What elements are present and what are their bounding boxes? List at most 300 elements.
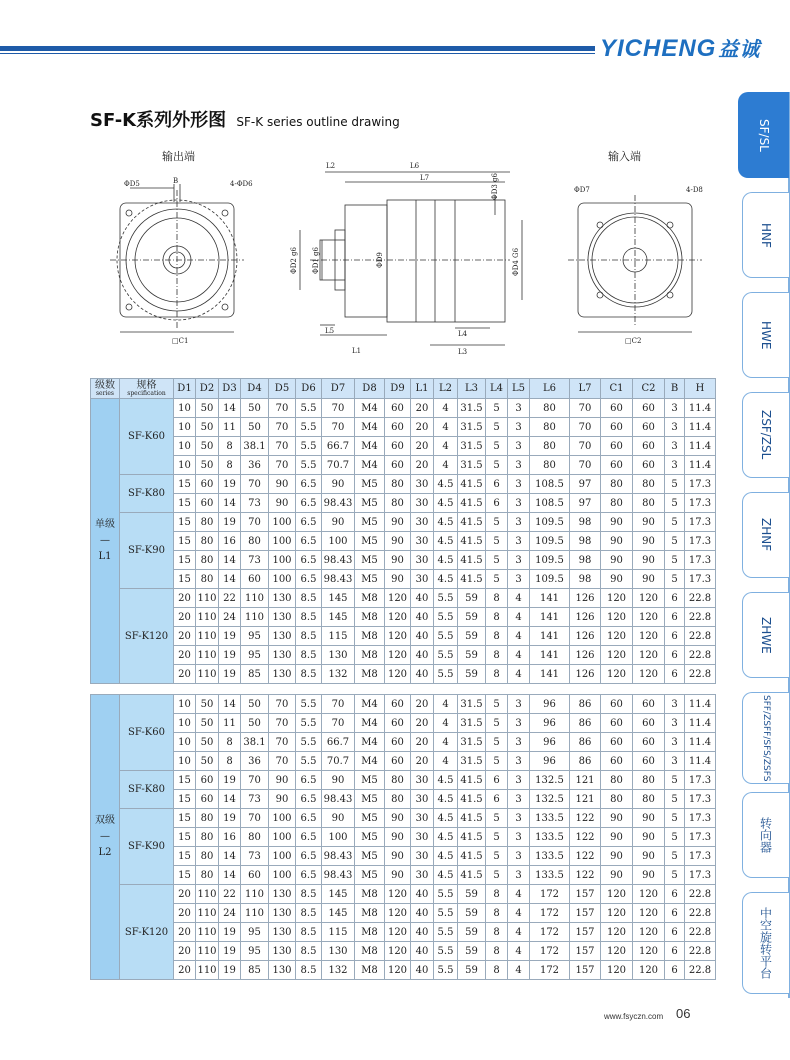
table-cell: 17.3 [685,809,716,828]
table-cell: 8 [219,437,241,456]
table-cell: M4 [355,399,385,418]
table-row [91,418,716,437]
table-cell: 60 [196,494,219,513]
table-cell: 4.5 [434,570,458,589]
table-cell: 19 [219,665,241,684]
table-cell: 10 [174,695,196,714]
table-cell: 98 [570,532,601,551]
table-cell: M8 [355,627,385,646]
table-cell: 19 [219,627,241,646]
table-cell: 50 [196,733,219,752]
table-cell: 16 [219,828,241,847]
table-cell: 133.5 [530,866,570,885]
svg-text:L1: L1 [352,347,362,355]
header-cell: D2 [196,379,219,399]
table-cell: 90 [322,513,355,532]
header-cell: D6 [296,379,322,399]
table-cell: 5 [486,866,508,885]
header-cell: D3 [219,379,241,399]
table-cell: M5 [355,551,385,570]
table-cell: 8.5 [296,942,322,961]
table-cell: 100 [269,828,296,847]
table-cell: 60 [633,399,665,418]
table-cell: 90 [633,866,665,885]
table-cell: 6 [665,885,685,904]
table-cell: 80 [530,437,570,456]
table-cell: 8.5 [296,885,322,904]
table-cell: 17.3 [685,771,716,790]
table-cell: 8 [486,589,508,608]
table-cell: 31.5 [458,399,486,418]
table-cell: 19 [219,809,241,828]
table-cell: 4 [434,752,458,771]
table-cell: 41.5 [458,513,486,532]
table-cell: 6.5 [296,494,322,513]
table-cell: 70 [241,771,269,790]
table-cell: 130 [322,942,355,961]
table-cell: 97 [570,494,601,513]
table-row [91,475,716,494]
table-cell: 30 [411,809,434,828]
table-cell: 120 [633,904,665,923]
table-cell: 90 [633,809,665,828]
table-cell: M8 [355,942,385,961]
table-cell: 19 [219,923,241,942]
table-cell: 11.4 [685,714,716,733]
table-cell: 59 [458,665,486,684]
table-cell: 50 [196,399,219,418]
table-cell: 120 [385,942,411,961]
table-cell: 11 [219,714,241,733]
table-row [91,771,716,790]
table-cell: 73 [241,551,269,570]
table-cell: 6 [665,904,685,923]
table-cell: 90 [601,570,633,589]
header-cell: B [665,379,685,399]
table-cell: 97 [570,475,601,494]
header-cell: L2 [434,379,458,399]
table-cell: 60 [241,570,269,589]
table-cell: 121 [570,771,601,790]
table-cell: 19 [219,475,241,494]
table-cell: 5 [665,570,685,589]
table-cell: 109.5 [530,551,570,570]
svg-text:ΦD2 g6: ΦD2 g6 [290,247,298,274]
table-cell: 60 [196,790,219,809]
table-row [91,665,716,684]
table-cell: 3 [508,437,530,456]
table-cell: 60 [385,695,411,714]
table-cell: 40 [411,942,434,961]
table-cell: 10 [174,714,196,733]
table-cell: M5 [355,790,385,809]
sidebar-tab-hollow-rotary[interactable]: 中空旋转平台 [742,892,789,994]
table-cell: 145 [322,608,355,627]
table-cell: 5.5 [434,961,458,980]
table-cell: 98 [570,513,601,532]
table-cell: 30 [411,866,434,885]
table-cell: 5 [486,828,508,847]
table-cell: 60 [633,733,665,752]
table-cell: 90 [269,494,296,513]
table-cell: 5.5 [434,904,458,923]
table-cell: 80 [196,847,219,866]
table-cell: 6 [665,589,685,608]
table-cell: 8.5 [296,665,322,684]
table-cell: 120 [385,961,411,980]
table-cell: 4 [434,733,458,752]
table-cell: 16 [219,532,241,551]
table-cell: 80 [196,828,219,847]
table-cell: 36 [241,752,269,771]
table-cell: 60 [633,456,665,475]
table-cell: 50 [196,437,219,456]
table-cell: 6.5 [296,570,322,589]
table-cell: 73 [241,790,269,809]
table-cell: 5 [665,809,685,828]
sidebar-tab-sf-sl[interactable]: SF/SL [738,92,789,178]
table-cell: 59 [458,961,486,980]
table-cell: 80 [196,513,219,532]
table-cell: 40 [411,589,434,608]
table-cell: 120 [601,942,633,961]
table-cell: 120 [633,608,665,627]
table-cell: 70 [570,456,601,475]
table-cell: 40 [411,646,434,665]
spec-table [90,378,716,980]
table-cell: 30 [411,532,434,551]
table-cell: 5.5 [296,399,322,418]
table-cell: 98.43 [322,790,355,809]
table-cell: 130 [269,589,296,608]
table-cell: 15 [174,570,196,589]
table-cell: 110 [241,589,269,608]
sidebar-tab-hnf[interactable]: HNF [742,192,789,278]
table-cell: 70 [241,513,269,532]
table-cell: 5 [486,570,508,589]
table-cell: 70 [269,456,296,475]
table-cell: 98 [570,570,601,589]
table-cell: 3 [508,790,530,809]
table-cell: 5.5 [296,418,322,437]
table-cell: M4 [355,456,385,475]
table-cell: 100 [269,570,296,589]
table-cell: 5 [486,532,508,551]
table-cell: 38.1 [241,437,269,456]
table-cell: 59 [458,904,486,923]
table-cell: 22.8 [685,904,716,923]
table-cell: 126 [570,646,601,665]
table-cell: 11.4 [685,695,716,714]
table-cell: 90 [633,570,665,589]
table-cell: 172 [530,904,570,923]
spec-name-cell: SF-K90 [120,513,174,589]
table-cell: 30 [411,513,434,532]
table-cell: 120 [385,665,411,684]
table-cell: 15 [174,809,196,828]
table-cell: 14 [219,790,241,809]
table-cell: 70 [241,809,269,828]
table-cell: 40 [411,627,434,646]
table-cell: 59 [458,885,486,904]
table-cell: 110 [196,904,219,923]
table-cell: 157 [570,904,601,923]
table-cell: 4 [508,646,530,665]
header-series: 级数 series [91,379,120,399]
table-cell: 90 [601,866,633,885]
table-cell: 5 [486,733,508,752]
table-cell: 130 [269,608,296,627]
table-cell: M4 [355,695,385,714]
table-cell: 11 [219,418,241,437]
table-cell: 5 [665,494,685,513]
svg-text:ΦD3 g6: ΦD3 g6 [491,173,499,200]
table-cell: 5 [486,418,508,437]
spec-name-cell: SF-K120 [120,885,174,980]
table-cell: 40 [411,885,434,904]
table-cell: 5.5 [296,714,322,733]
table-cell: 20 [411,695,434,714]
table-cell: 80 [633,790,665,809]
table-cell: 8 [486,961,508,980]
table-cell: 8 [219,752,241,771]
table-cell: 133.5 [530,828,570,847]
table-cell: M5 [355,771,385,790]
header-rule-thin [0,53,595,54]
table-cell: 3 [665,399,685,418]
table-cell: 4.5 [434,532,458,551]
table-cell: 4.5 [434,494,458,513]
table-cell: 6.5 [296,809,322,828]
table-cell: 122 [570,809,601,828]
table-cell: 17.3 [685,551,716,570]
table-cell: 6.5 [296,532,322,551]
table-cell: 5 [665,475,685,494]
table-cell: M4 [355,418,385,437]
table-cell: 40 [411,608,434,627]
table-cell: 157 [570,923,601,942]
header-cell: L4 [486,379,508,399]
table-cell: 41.5 [458,532,486,551]
table-cell: 19 [219,771,241,790]
table-cell: 31.5 [458,752,486,771]
table-cell: 20 [174,646,196,665]
table-cell: 4.5 [434,790,458,809]
table-cell: 60 [385,733,411,752]
table-cell: 41.5 [458,570,486,589]
table-cell: 6 [665,665,685,684]
table-cell: 3 [508,714,530,733]
table-cell: 120 [601,961,633,980]
table-cell: 110 [196,665,219,684]
table-cell: 108.5 [530,494,570,513]
table-header-row [91,379,716,399]
sidebar-tab-diverter[interactable]: 转向器 [742,792,789,878]
table-cell: M4 [355,714,385,733]
table-cell: 40 [411,904,434,923]
table-cell: 17.3 [685,790,716,809]
table-cell: 120 [601,923,633,942]
sidebar-tab-zsf-zsl[interactable]: ZSF/ZSL [742,392,789,478]
svg-text:L7: L7 [420,174,430,182]
table-cell: 4 [434,399,458,418]
table-cell: 4.5 [434,847,458,866]
table-cell: 80 [385,475,411,494]
table-cell: 3 [665,695,685,714]
table-cell: 8 [486,665,508,684]
table-cell: 95 [241,942,269,961]
table-row [91,923,716,942]
table-cell: 15 [174,771,196,790]
table-cell: M8 [355,885,385,904]
svg-text:ΦD4 G6: ΦD4 G6 [512,247,520,276]
table-cell: 17.3 [685,475,716,494]
svg-text:□C1: □C1 [172,337,189,345]
table-cell: 20 [174,589,196,608]
table-cell: 66.7 [322,437,355,456]
table-cell: 80 [633,494,665,513]
table-cell: 60 [241,866,269,885]
table-cell: 141 [530,646,570,665]
table-cell: 70 [570,399,601,418]
table-cell: M5 [355,513,385,532]
table-cell: 6.5 [296,513,322,532]
table-row [91,646,716,665]
table-cell: 15 [174,532,196,551]
table-cell: 90 [633,513,665,532]
table-cell: 90 [601,513,633,532]
table-cell: 100 [269,809,296,828]
table-cell: 20 [411,752,434,771]
table-cell: 8.5 [296,961,322,980]
table-cell: 70 [269,418,296,437]
table-cell: 109.5 [530,513,570,532]
table-cell: 157 [570,942,601,961]
table-cell: 96 [530,752,570,771]
table-cell: 20 [411,733,434,752]
table-row [91,551,716,570]
table-cell: M5 [355,866,385,885]
table-cell: 126 [570,665,601,684]
table-cell: 60 [385,399,411,418]
table-cell: 31.5 [458,456,486,475]
table-cell: 8.5 [296,923,322,942]
table-cell: 3 [508,513,530,532]
table-cell: 59 [458,608,486,627]
table-cell: 20 [174,665,196,684]
table-cell: 22.8 [685,627,716,646]
table-cell: 11.4 [685,399,716,418]
table-cell: 4.5 [434,551,458,570]
table-cell: 85 [241,961,269,980]
table-cell: 6 [665,608,685,627]
table-row [91,494,716,513]
svg-text:ΦD1 g6: ΦD1 g6 [312,247,320,274]
table-cell: 132.5 [530,790,570,809]
table-cell: 110 [196,608,219,627]
table-cell: 8 [486,627,508,646]
table-cell: 4 [434,418,458,437]
table-cell: 70 [269,752,296,771]
table-cell: 120 [385,627,411,646]
table-row [91,866,716,885]
table-cell: 115 [322,627,355,646]
table-cell: 20 [411,418,434,437]
table-cell: 80 [633,475,665,494]
table-cell: 70.7 [322,456,355,475]
table-cell: 10 [174,399,196,418]
table-row [91,695,716,714]
table-cell: 5.5 [434,923,458,942]
table-cell: 19 [219,942,241,961]
table-cell: 109.5 [530,532,570,551]
table-cell: 120 [633,885,665,904]
table-cell: 6.5 [296,866,322,885]
table-cell: 132 [322,665,355,684]
table-cell: 6 [665,961,685,980]
header-cell: D8 [355,379,385,399]
table-cell: 14 [219,570,241,589]
group-gap-row [91,684,716,695]
table-cell: 4 [508,904,530,923]
table-cell: 3 [508,828,530,847]
table-cell: 31.5 [458,437,486,456]
table-cell: 4 [434,714,458,733]
table-cell: 90 [385,828,411,847]
table-cell: 22.8 [685,942,716,961]
table-cell: 141 [530,608,570,627]
table-cell: 90 [633,551,665,570]
title-en: SF-K series outline drawing [236,115,400,129]
spec-name-cell: SF-K80 [120,475,174,513]
table-cell: 59 [458,923,486,942]
table-cell: 3 [665,418,685,437]
table-cell: 8.5 [296,627,322,646]
table-cell: 60 [601,714,633,733]
table-cell: 14 [219,551,241,570]
sidebar-tab-zhwe[interactable]: ZHWE [742,592,789,678]
sidebar-tab-sff[interactable]: SFF/ZSFF/SFS/ZSFS [742,692,789,784]
table-cell: 50 [241,418,269,437]
table-cell: 90 [385,551,411,570]
table-cell: 110 [196,923,219,942]
table-cell: 60 [601,437,633,456]
table-cell: 5.5 [296,752,322,771]
table-cell: 90 [322,771,355,790]
table-cell: 41.5 [458,866,486,885]
table-cell: 11.4 [685,733,716,752]
table-cell: 10 [174,437,196,456]
table-cell: 96 [530,695,570,714]
table-cell: 115 [322,923,355,942]
table-cell: 3 [508,570,530,589]
table-cell: 3 [508,551,530,570]
table-cell: 133.5 [530,847,570,866]
table-cell: 30 [411,828,434,847]
table-cell: 90 [385,570,411,589]
table-cell: 40 [411,923,434,942]
table-cell: 31.5 [458,733,486,752]
sidebar-tab-hwe[interactable]: HWE [742,292,789,378]
table-cell: 20 [411,456,434,475]
header-cell: D4 [241,379,269,399]
table-cell: 30 [411,570,434,589]
table-cell: 5.5 [434,627,458,646]
sidebar-tab-zhnf[interactable]: ZHNF [742,492,789,578]
table-cell: 4 [508,665,530,684]
table-cell: 3 [665,714,685,733]
table-cell: 36 [241,456,269,475]
